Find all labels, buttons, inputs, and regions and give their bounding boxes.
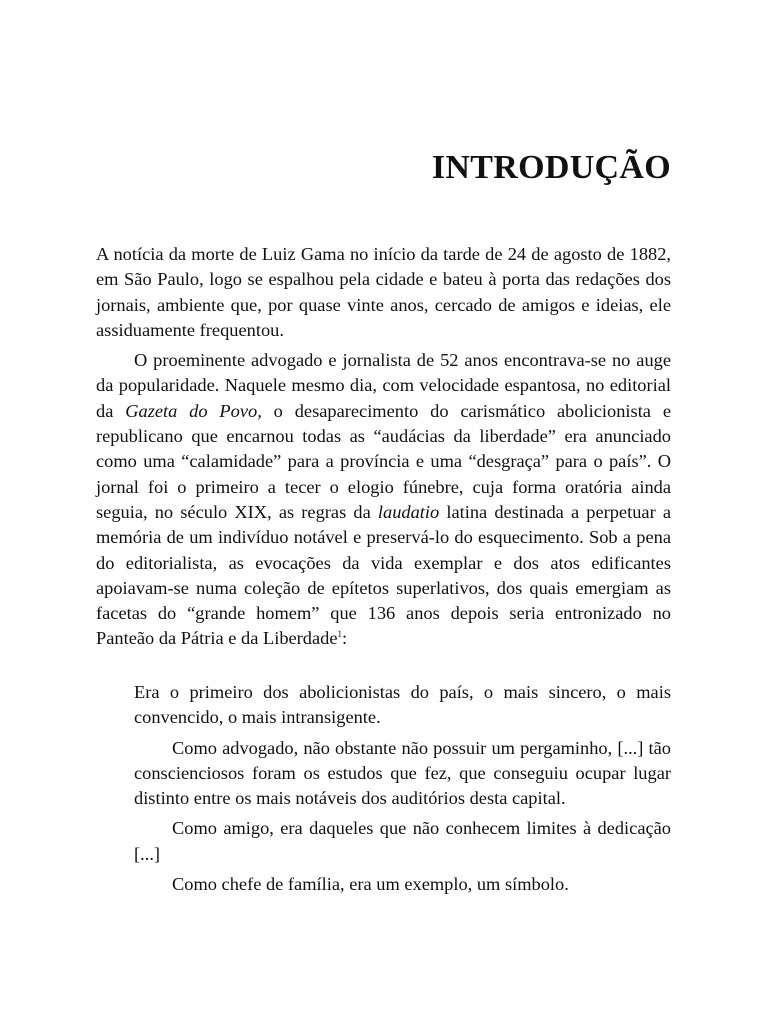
paragraph-2-part-f: : bbox=[342, 628, 348, 649]
footnote-marker: 1 bbox=[337, 629, 343, 640]
body-text bbox=[96, 242, 671, 657]
quote-paragraph-2: Como advogado, não obstante não possuir um pergaminho, [...] tão conscienciosos foram os estudos que fez, que conseguiu ocupar lugar distinto entre os mais notáveis dos auditórios desta capital. bbox=[134, 737, 671, 809]
paragraph-2-part-c: o desaparecimento do carismático abolicionista e republicano que encarnou todas as “audácias da liberdade” era anunciado como uma “calamidade” para a província e uma “desgraça” para o país”. O jornal foi o primeiro a tecer o elogio fúnebre, cuja forma oratória ainda seguia, no século XIX, as regras da bbox=[96, 400, 671, 522]
quote-paragraph-4: Como chefe de família, era um exemplo, um símbolo. bbox=[172, 874, 569, 895]
quote-paragraph-3: Como amigo, era daqueles que não conhecem limites à dedicação [...] bbox=[134, 818, 671, 864]
block-quote bbox=[134, 680, 671, 902]
paragraph-2-part-a: O proeminente advogado e jornalista de 52 anos encontrava-se no auge da popularidade. Naquele mesmo dia, com velocidade espantosa, no editorial da bbox=[96, 350, 671, 421]
paragraph-1: A notícia da morte de Luiz Gama no início da tarde de 24 de agosto de 1882, em São Paulo, logo se espalhou pela cidade e bateu à porta das redações dos jornais, ambiente que, por quase vinte anos, cercado de amigos e ideias, ele assiduamente frequentou. bbox=[96, 244, 671, 340]
paragraph-2 bbox=[96, 348, 671, 652]
paragraph-2-part-e: latina destinada a perpetuar a memória de um indivíduo notável e preservá-lo do esquecimento. Sob a pena do editorialista, as evocações da vida exemplar e dos atos edificantes apoiavam-se numa coleção de epítetos superlativos, dos quais emergiam as facetas do “grande homem” que 136 anos depois seria entronizado no Panteão da Pátria e da Liberdade bbox=[96, 501, 672, 649]
quote-paragraph-1: Era o primeiro dos abolicionistas do país, o mais sincero, o mais convencido, o mais intransigente. bbox=[134, 682, 671, 728]
chapter-title: INTRODUÇÃO bbox=[431, 149, 671, 186]
latin-term: laudatio bbox=[377, 501, 440, 522]
newspaper-title: Gazeta do Povo, bbox=[125, 400, 262, 421]
